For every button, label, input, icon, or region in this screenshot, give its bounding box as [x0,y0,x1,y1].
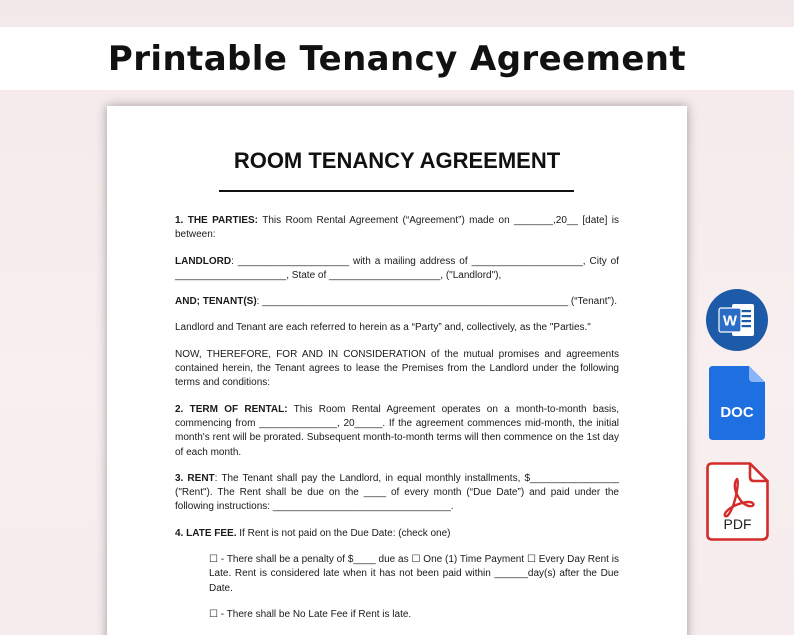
late-fee-text: If Rent is not paid on the Due Date: (check one) [239,527,451,539]
parties-text: This Room Rental Agreement (“Agreement”) made on _______,20__ [date] is between: [175,215,619,241]
landlord-text: : ____________________ with a mailing address of ____________________, City of ____________________, State of ____________________, ("Landlord"), [175,255,619,281]
tenant-clause [175,295,619,309]
doc-file-icon [709,366,765,440]
term-clause [175,403,619,460]
landlord-clause [175,255,619,284]
document-body [175,214,619,634]
rent-text: : The Tenant shall pay the Landlord, in equal monthly installments, $________________ ("Rent"). The Rent shall be due on the ____ of every month (“Due Date”) and paid under the following instructions: ________________________________. [175,472,619,513]
term-text: This Room Rental Agreement operates on a month-to-month basis, commencing from ______________, 20_____. If the agreement commences mid-month, the initial month's rent will be prorated. Subsequent month-to-month terms will then commence on the 1st day of each month. [175,403,620,458]
consideration-clause: NOW, THEREFORE, FOR AND IN CONSIDERATION of the mutual promises and agreements contained herein, the Tenant agrees to lease the Premises from the Landlord under the following terms and conditions: [175,348,619,389]
rent-heading: 3. RENT [175,472,215,484]
document-title: ROOM TENANCY AGREEMENT [233,148,561,173]
word-icon-letter: W [722,312,738,330]
rent-clause [175,472,619,515]
document-page [107,106,687,635]
word-file-icon [706,289,768,351]
tenant-heading: AND; TENANT(S) [175,296,257,308]
parties-clause [175,214,619,243]
late-fee-heading: 4. LATE FEE. [175,527,237,539]
late-fee-clause [175,527,619,541]
pdf-icon-label: PDF [723,516,752,532]
pdf-file-icon [706,462,769,541]
title-underline [219,190,574,192]
doc-icon-label: DOC [720,404,754,421]
term-heading: 2. TERM OF RENTAL: [175,403,288,415]
tenant-text: : _______________________________________________________ (“Tenant”). [256,296,617,308]
parties-heading: 1. THE PARTIES: [175,215,259,226]
party-note: Landlord and Tenant are each referred to herein as a “Party” and, collectively, as the "Parties." [175,322,591,334]
late-fee-option-penalty: ☐ - There shall be a penalty of $____ due as ☐ One (1) Time Payment ☐ Every Day Rent is Late. Rent is considered late when it has not been paid within ______day(s) after the Due Date. [209,554,619,594]
landlord-heading: LANDLORD [175,255,232,267]
late-fee-option-none: ☐ - There shall be No Late Fee if Rent is late. [209,608,412,620]
header-banner [0,27,794,90]
banner-title: Printable Tenancy Agreement [107,38,687,79]
